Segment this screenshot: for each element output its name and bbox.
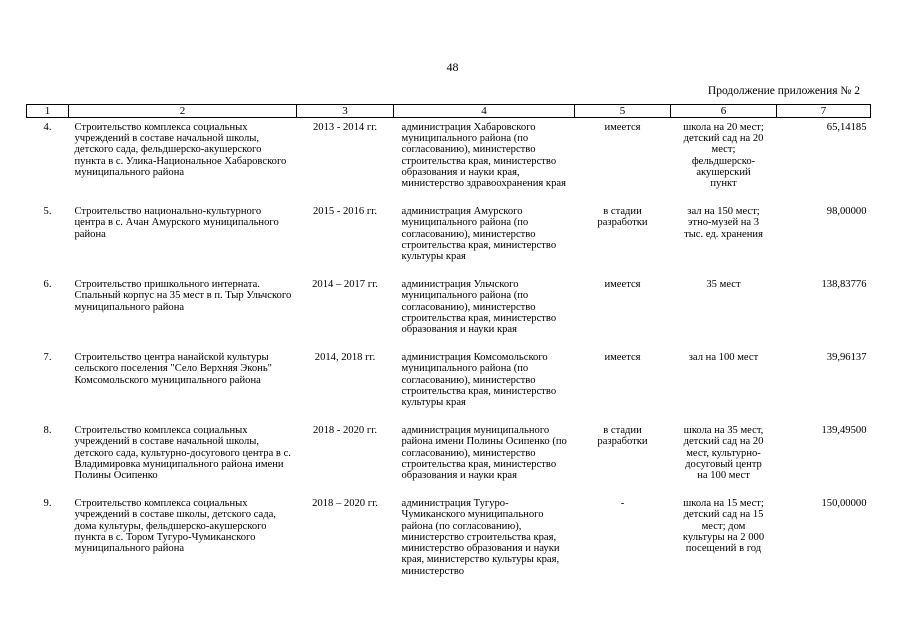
project-period: 2018 – 2020 гг. bbox=[312, 498, 378, 510]
row-number: 9. bbox=[43, 498, 52, 510]
project-name: Строительство комплекса социальных учреждений в составе начальной школы, детского сада, культурно-досугового центра в с. Владимировка муниципального района имени Полины Осипенко bbox=[74, 425, 291, 482]
row-number: 5. bbox=[43, 206, 52, 218]
col-header-3: 3 bbox=[297, 105, 394, 118]
project-period: 2018 - 2020 гг. bbox=[313, 425, 377, 437]
project-name: Строительство комплекса социальных учреждений в составе начальной школы, детского сада, фельдшерско-акушерского пункта в с. Улика-Национальное Хабаровского муниципального района bbox=[74, 122, 287, 178]
responsible-parties: администрация Ульчского муниципального района (по согласованию), министерство строительства края, министерство образования и науки края bbox=[401, 279, 557, 336]
col-header-4: 4 bbox=[394, 105, 575, 118]
cost-value: 98,00000 bbox=[826, 206, 867, 218]
responsible-parties: администрация Амурского муниципального района (по согласованию), министерство строительства края, министерство культуры края bbox=[401, 206, 557, 263]
table-row bbox=[27, 275, 871, 348]
project-period: 2013 - 2014 гг. bbox=[313, 122, 377, 133]
table-row bbox=[27, 421, 871, 494]
documentation-status: имеется bbox=[604, 352, 641, 364]
table-row bbox=[27, 202, 871, 275]
documentation-status: в стадии разработки bbox=[597, 206, 648, 229]
capacity: 35 мест bbox=[706, 279, 741, 291]
table-row bbox=[27, 118, 871, 203]
col-header-1: 1 bbox=[27, 105, 69, 118]
documentation-status: имеется bbox=[604, 279, 641, 291]
cost-value: 139,49500 bbox=[821, 425, 867, 437]
appendix-table bbox=[26, 104, 871, 590]
cost-value: 150,00000 bbox=[821, 498, 867, 510]
col-header-6: 6 bbox=[671, 105, 777, 118]
row-number: 6. bbox=[43, 279, 52, 291]
capacity: школа на 35 мест, детский сад на 20 мест, культурно-досуговый центр на 100 мест bbox=[683, 425, 764, 482]
responsible-parties: администрация муниципального района имени Полины Осипенко (по согласованию), министерство строительства края, министерство образования и науки края bbox=[401, 425, 567, 482]
project-period: 2014 – 2017 гг. bbox=[312, 279, 378, 291]
capacity: школа на 15 мест; детский сад на 15 мест; дом культуры на 2 000 посещений в год bbox=[682, 498, 765, 555]
project-name: Строительство пришкольного интерната. Спальный корпус на 35 мест в п. Тыр Ульчского муниципального района bbox=[74, 279, 292, 313]
project-name: Строительство национально-культурного центра в с. Ачан Амурского муниципального района bbox=[74, 206, 279, 240]
table-row bbox=[27, 494, 871, 589]
project-name: Строительство комплекса социальных учреждений в составе школы, детского сада, дома культуры, фельдшерско-акушерского пункта в с. Тором Тугуро-Чумиканского муниципального района bbox=[74, 498, 276, 555]
cost-value: 65,14185 bbox=[826, 122, 867, 133]
column-number-header bbox=[27, 105, 871, 118]
continuation-note: Продолжение приложения № 2 bbox=[707, 85, 860, 97]
capacity: зал на 150 мест; этно-музей на 3 тыс. ед. хранения bbox=[684, 206, 763, 240]
documentation-status: в стадии разработки bbox=[597, 425, 648, 448]
col-header-7: 7 bbox=[777, 105, 871, 118]
table-row bbox=[27, 348, 871, 421]
project-period: 2015 - 2016 гг. bbox=[313, 206, 377, 218]
project-period: 2014, 2018 гг. bbox=[314, 352, 376, 364]
row-number: 7. bbox=[43, 352, 52, 364]
documentation-status: - bbox=[620, 498, 625, 510]
row-number: 4. bbox=[43, 122, 52, 133]
capacity: зал на 100 мест bbox=[688, 352, 759, 364]
col-header-2: 2 bbox=[69, 105, 297, 118]
project-name: Строительство центра нанайской культуры сельского поселения "Село Верхняя Эконь" Комсомольского муниципального района bbox=[74, 352, 272, 386]
cost-value: 39,96137 bbox=[826, 352, 867, 364]
capacity: школа на 20 мест; детский сад на 20 мест; фельдшерско-акушерский пункт bbox=[683, 122, 764, 190]
responsible-parties: администрация Комсомольского муниципального района (по согласованию), министерство строительства края, министерство культуры края bbox=[401, 352, 557, 409]
col-header-5: 5 bbox=[575, 105, 671, 118]
row-number: 8. bbox=[43, 425, 52, 437]
responsible-parties: администрация Хабаровского муниципального района (по согласованию), министерство строительства края, министерство образования и науки края, министерство здравоохранения края bbox=[401, 122, 566, 190]
page-number: 48 bbox=[446, 60, 459, 74]
cost-value: 138,83776 bbox=[821, 279, 867, 291]
documentation-status: имеется bbox=[604, 122, 641, 133]
responsible-parties: администрация Тугуро-Чумиканского муниципального района (по согласованию), министерство строительства края, министерство образования и науки края, министерство культуры края, министерство bbox=[401, 498, 560, 577]
